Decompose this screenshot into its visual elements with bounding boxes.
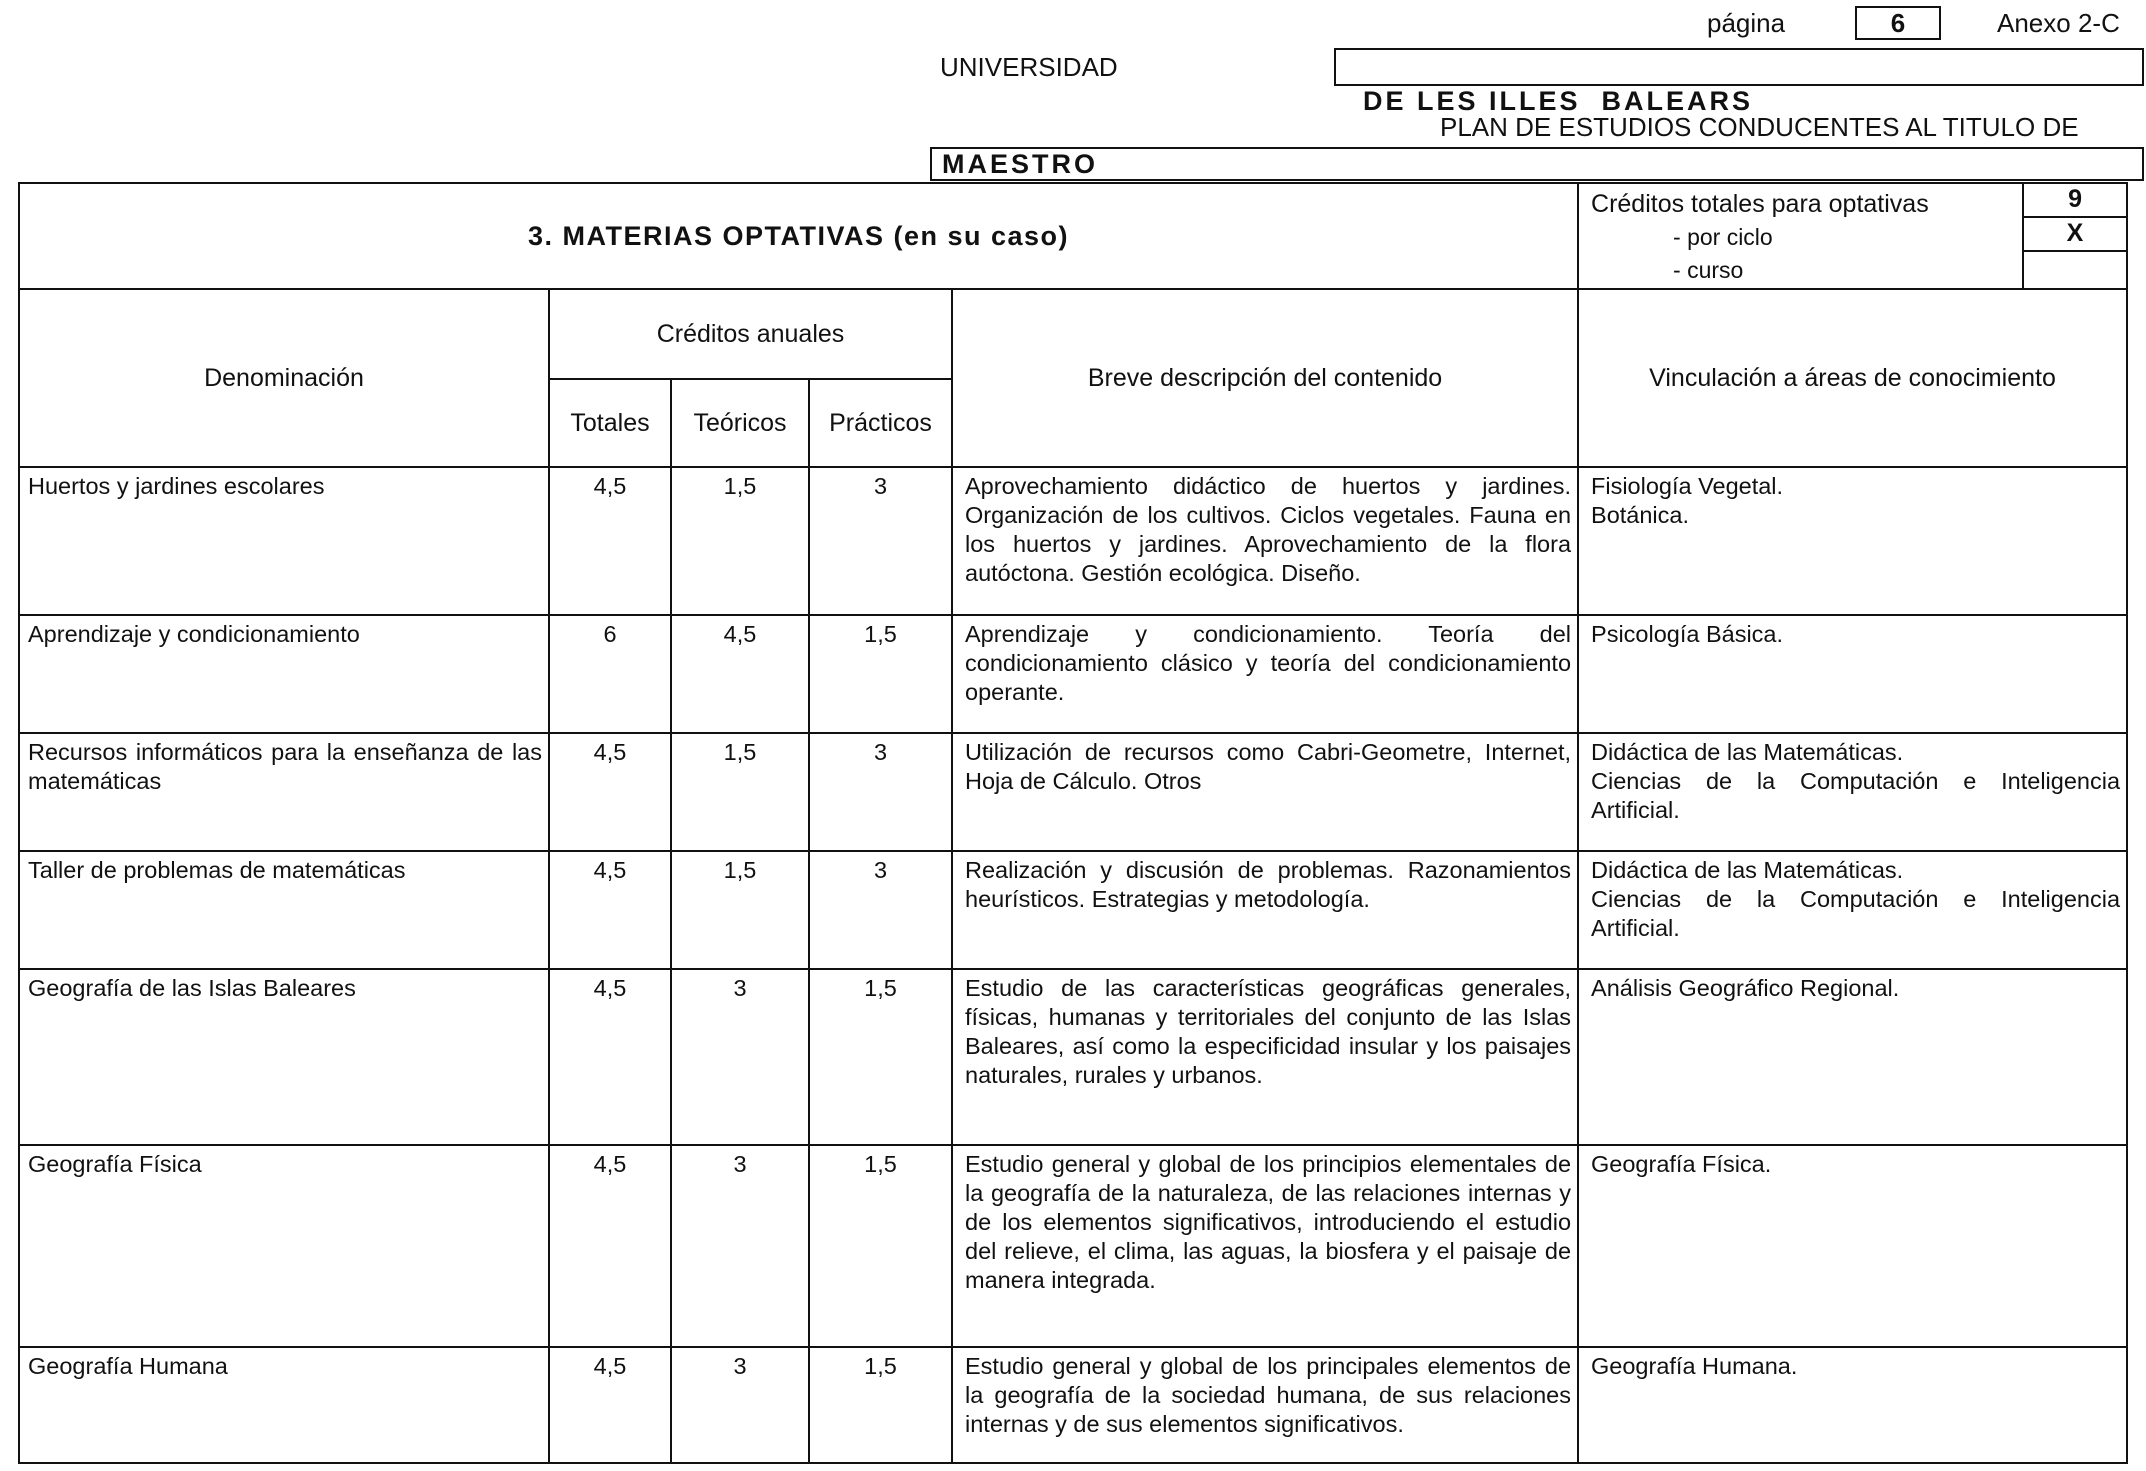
- header-row-1: [19, 289, 2127, 379]
- row-vinculacion: Fisiología Vegetal. Botánica.: [1578, 467, 2127, 615]
- materias-optativas-table: [18, 182, 2128, 1464]
- curso-label: - curso: [1673, 257, 1744, 283]
- row-vinculacion: Análisis Geográfico Regional.: [1578, 969, 2127, 1145]
- row-descripcion: Aprendizaje y condicionamiento. Teoría del condicionamiento clásico y teoría del condicionamiento operante.: [952, 615, 1578, 733]
- col-creditos-anuales: Créditos anuales: [549, 289, 952, 379]
- row-teoricos: 3: [671, 1347, 809, 1463]
- row-vinculacion: Didáctica de las Matemáticas. Ciencias de la Computación e Inteligencia Artificial.: [1578, 733, 2127, 851]
- row-denominacion: Geografía Física: [19, 1145, 549, 1347]
- row-teoricos: 1,5: [671, 467, 809, 615]
- creditos-value: 9: [2024, 184, 2126, 218]
- universidad-label: UNIVERSIDAD: [940, 52, 1118, 82]
- row-descripcion: Realización y discusión de problemas. Razonamientos heurísticos. Estrategias y metodología.: [952, 851, 1578, 969]
- row-vinculacion: Psicología Básica.: [1578, 615, 2127, 733]
- col-descripcion: Breve descripción del contenido: [952, 289, 1578, 467]
- row-teoricos: 4,5: [671, 615, 809, 733]
- table-row: [19, 467, 2127, 615]
- row-vinculacion: Geografía Física.: [1578, 1145, 2127, 1347]
- row-descripcion: Estudio general y global de los principios elementales de la geografía de la naturaleza, de las relaciones internas y de los elementos significativos, introduciendo el estudio del relieve, el clima, las aguas, la biosfera y el paisaje de manera integrada.: [952, 1145, 1578, 1347]
- col-denominacion: Denominación: [19, 289, 549, 467]
- row-totales: 4,5: [549, 467, 671, 615]
- row-practicos: 3: [809, 733, 952, 851]
- row-descripcion: Estudio general y global de los principales elementos de la geografía de la sociedad humana, de sus relaciones internas y de sus elementos significativos.: [952, 1347, 1578, 1463]
- row-totales: 4,5: [549, 733, 671, 851]
- row-totales: 4,5: [549, 851, 671, 969]
- row-denominacion: Geografía de las Islas Baleares: [19, 969, 549, 1145]
- por-ciclo-label: - por ciclo: [1673, 224, 1773, 250]
- por-ciclo-value: X: [2024, 218, 2126, 252]
- row-practicos: 1,5: [809, 1347, 952, 1463]
- row-descripcion: Estudio de las características geográficas generales, físicas, humanas y territoriales del conjunto de las Islas Baleares, así como la especificidad insular y los paisajes naturales, rurales y urbanos.: [952, 969, 1578, 1145]
- titulo-text: MAESTRO: [942, 149, 1098, 179]
- row-practicos: 1,5: [809, 969, 952, 1145]
- row-denominacion: Taller de problemas de matemáticas: [19, 851, 549, 969]
- row-descripcion: Aprovechamiento didáctico de huertos y jardines. Organización de los cultivos. Ciclos vegetales. Fauna en los huertos y jardines. Aprovechamiento de la flora autóctona. Gestión ecológica. Diseño.: [952, 467, 1578, 615]
- row-practicos: 1,5: [809, 615, 952, 733]
- row-denominacion: Aprendizaje y condicionamiento: [19, 615, 549, 733]
- pagina-label: página: [1707, 8, 1786, 38]
- row-totales: 6: [549, 615, 671, 733]
- pagina-number: 6: [1855, 6, 1941, 40]
- row-teoricos: 3: [671, 1145, 809, 1347]
- col-practicos: Prácticos: [809, 379, 952, 467]
- row-practicos: 3: [809, 467, 952, 615]
- col-totales: Totales: [549, 379, 671, 467]
- row-descripcion: Utilización de recursos como Cabri-Geometre, Internet, Hoja de Cálculo. Otros: [952, 733, 1578, 851]
- row-teoricos: 1,5: [671, 733, 809, 851]
- row-denominacion: Geografía Humana: [19, 1347, 549, 1463]
- table-row: [19, 615, 2127, 733]
- row-vinculacion: Didáctica de las Matemáticas. Ciencias de la Computación e Inteligencia Artificial.: [1578, 851, 2127, 969]
- curso-value: [2024, 252, 2126, 286]
- anexo-label: Anexo 2-C: [1997, 8, 2120, 38]
- universidad-name: [1334, 48, 2144, 116]
- row-totales: 4,5: [549, 1347, 671, 1463]
- row-vinculacion: Geografía Humana.: [1578, 1347, 2127, 1463]
- titulo-box: [930, 147, 2144, 181]
- creditos-box: [1578, 183, 2023, 289]
- row-teoricos: 3: [671, 969, 809, 1145]
- plan-label: PLAN DE ESTUDIOS CONDUCENTES AL TITULO DE: [1440, 112, 2079, 142]
- creditos-values: [2023, 183, 2127, 289]
- row-denominacion: Huertos y jardines escolares: [19, 467, 549, 615]
- creditos-label: Créditos totales para optativas: [1591, 190, 1929, 218]
- table-row: [19, 969, 2127, 1145]
- table-row: [19, 733, 2127, 851]
- row-denominacion: Recursos informáticos para la enseñanza de las matemáticas: [19, 733, 549, 851]
- row-totales: 4,5: [549, 969, 671, 1145]
- row-practicos: 3: [809, 851, 952, 969]
- col-teoricos: Teóricos: [671, 379, 809, 467]
- row-teoricos: 1,5: [671, 851, 809, 969]
- section-title-row: [19, 183, 2127, 289]
- section-title: 3. MATERIAS OPTATIVAS (en su caso): [19, 183, 1578, 289]
- row-practicos: 1,5: [809, 1145, 952, 1347]
- universidad-name-text: DE LES ILLES BALEARS: [1363, 86, 1754, 116]
- table-row: [19, 1347, 2127, 1463]
- col-vinculacion: Vinculación a áreas de conocimiento: [1578, 289, 2127, 467]
- row-totales: 4,5: [549, 1145, 671, 1347]
- table-row: [19, 1145, 2127, 1347]
- table-row: [19, 851, 2127, 969]
